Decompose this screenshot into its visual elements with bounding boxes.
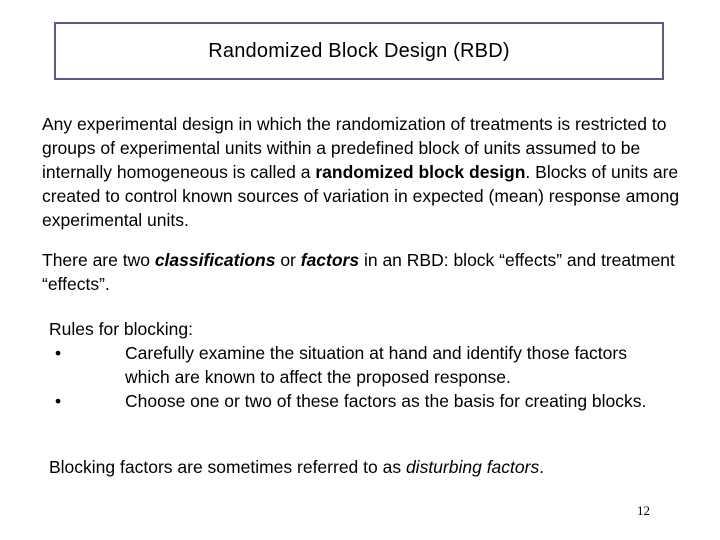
page-number: 12: [637, 503, 650, 518]
rules-section: [49, 317, 689, 413]
factors-text-b: or: [275, 250, 301, 270]
bullet-icon: •: [55, 391, 62, 411]
slide-title: Randomized Block Design (RBD): [208, 39, 510, 62]
paragraph-disturbing: [49, 455, 689, 479]
title-box: [54, 22, 664, 80]
paragraph-definition: [42, 112, 682, 232]
rule-text: Carefully examine the situation at hand and identify those factors which are known to affect the proposed response.: [125, 343, 627, 387]
rule-item: [49, 389, 689, 413]
definition-bold-term: randomized block design: [315, 162, 526, 182]
factors-term-factors: factors: [300, 250, 360, 270]
bullet-icon: •: [55, 343, 62, 363]
rule-item: [49, 341, 689, 389]
definition-text-b: . Blocks of units are created to control known sources of variation in expected (mean) response among experimental units.: [42, 162, 680, 230]
factors-text-a: There are two: [42, 250, 155, 270]
rules-heading: Rules for blocking:: [49, 319, 193, 339]
factors-text-c: in an RBD: block “effects” and treatment “effects”.: [42, 250, 675, 294]
disturbing-text-b: .: [539, 457, 545, 477]
definition-text-a: Any experimental design in which the randomization of treatments is restricted to groups of experimental units within a predefined block of units assumed to be internally homogeneous is called a: [42, 114, 667, 182]
paragraph-factors: [42, 248, 682, 296]
disturbing-text-a: Blocking factors are sometimes referred to as: [49, 457, 406, 477]
disturbing-term: disturbing factors: [405, 457, 540, 477]
factors-term-classifications: classifications: [154, 250, 276, 270]
rule-text: Choose one or two of these factors as the basis for creating blocks.: [125, 391, 647, 411]
